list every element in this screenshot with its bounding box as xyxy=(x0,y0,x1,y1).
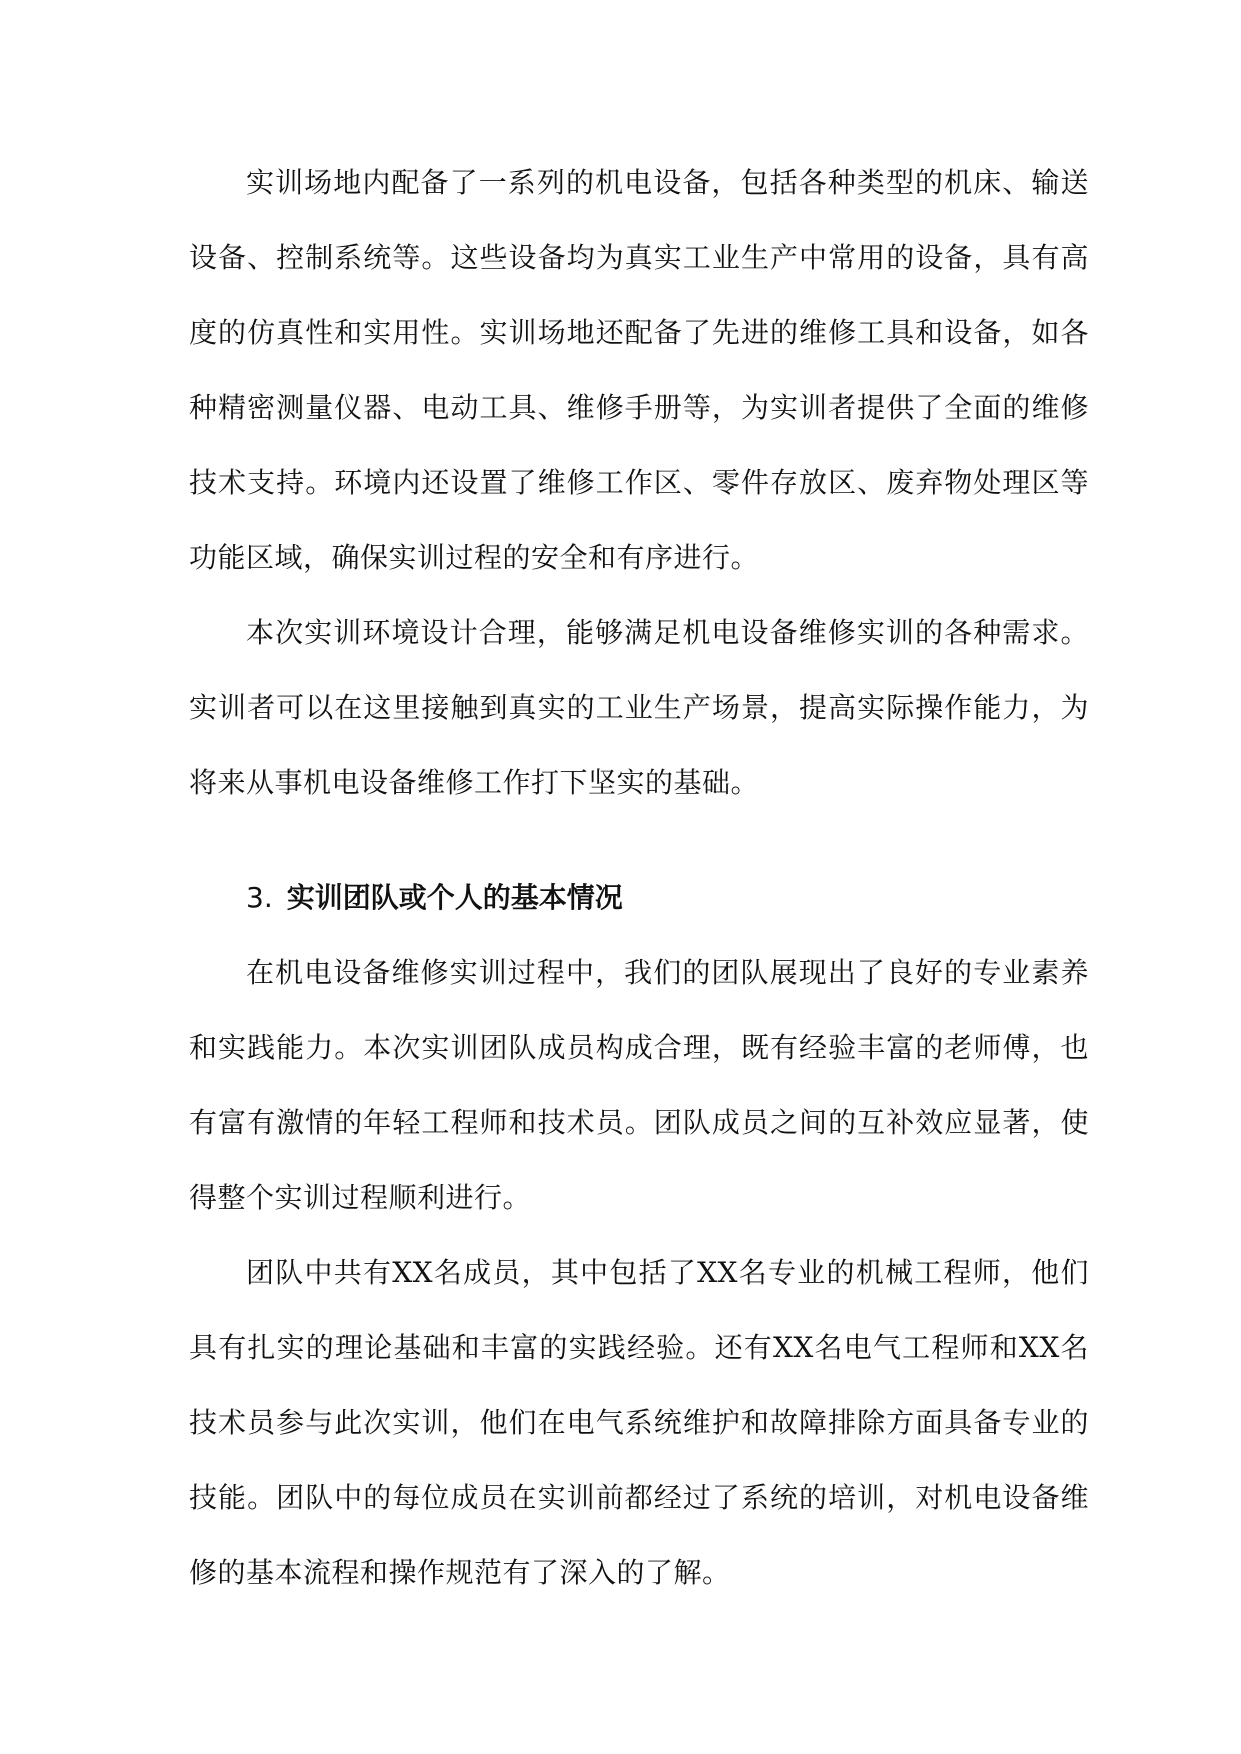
paragraph-team-overview: 在机电设备维修实训过程中，我们的团队展现出了良好的专业素养和实践能力。本次实训团队成员构成合理，既有经验丰富的老师傅，也有富有激情的年轻工程师和技术员。团队成员之间的互补效应显著，使得整个实训过程顺利进行。 xyxy=(189,956,1089,1214)
paragraph-team-members: 团队中共有XX名成员，其中包括了XX名专业的机械工程师，他们具有扎实的理论基础和丰富的实践经验。还有XX名电气工程师和XX名技术员参与此次实训，他们在电气系统维护和故障排除方面具备专业的技能。团队中的每位成员在实训前都经过了系统的培训，对机电设备维修的基本流程和操作规范有了深入的了解。 xyxy=(189,1256,1089,1589)
paragraph-environment-summary: 本次实训环境设计合理，能够满足机电设备维修实训的各种需求。实训者可以在这里接触到真实的工业生产场景，提高实际操作能力，为将来从事机电设备维修工作打下坚实的基础。 xyxy=(189,616,1089,799)
section-number: 3. xyxy=(246,881,273,914)
paragraph-training-equipment: 实训场地内配备了一系列的机电设备，包括各种类型的机床、输送设备、控制系统等。这些设备均为真实工业生产中常用的设备，具有高度的仿真性和实用性。实训场地还配备了先进的维修工具和设备，如各种精密测量仪器、电动工具、维修手册等，为实训者提供了全面的维修技术支持。环境内还设置了维修工作区、零件存放区、废弃物处理区等功能区域，确保实训过程的安全和有序进行。 xyxy=(189,166,1089,574)
section-heading xyxy=(246,860,1089,935)
document-body xyxy=(189,145,1089,1610)
section-title: 实训团队或个人的基本情况 xyxy=(286,881,623,914)
